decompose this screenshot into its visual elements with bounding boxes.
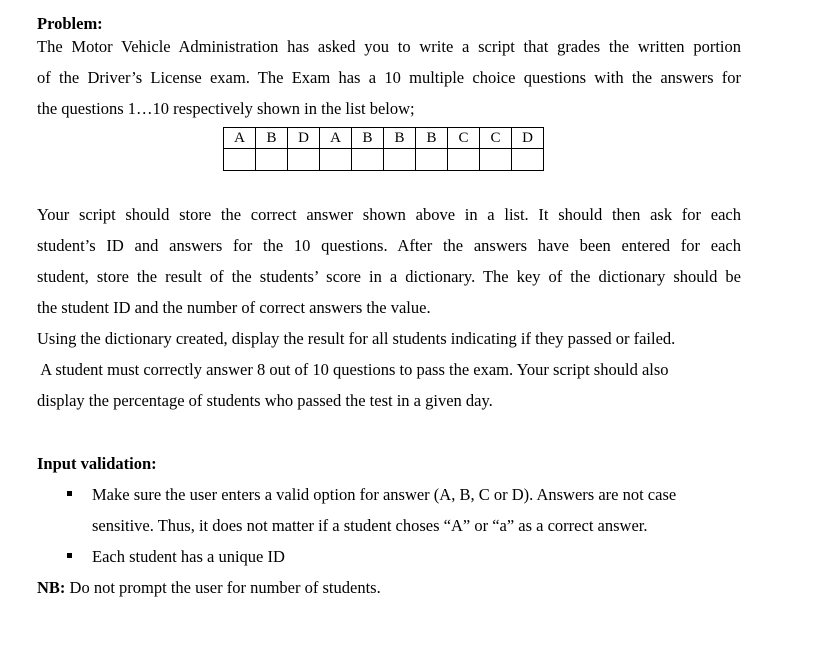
task-line-3: student, store the result of the students’ score in a dictionary. The key of the dictionary should be (37, 267, 741, 286)
problem-heading: Problem: (37, 14, 103, 33)
answer-cell: D (512, 128, 544, 149)
answer-cell: B (256, 128, 288, 149)
empty-cell (480, 149, 512, 171)
problem-line-1: The Motor Vehicle Administration has asked you to write a script that grades the written portion (37, 37, 741, 56)
answer-cell: A (224, 128, 256, 149)
empty-cell (352, 149, 384, 171)
empty-cell (384, 149, 416, 171)
answer-row (224, 128, 544, 149)
note-label: NB: (37, 578, 66, 597)
empty-cell (320, 149, 352, 171)
task-line-1: Your script should store the correct answer shown above in a list. It should then ask for each (37, 205, 741, 224)
note (37, 578, 381, 598)
answer-cell: B (384, 128, 416, 149)
answer-cell: A (320, 128, 352, 149)
validation-heading: Input validation: (37, 454, 157, 473)
problem-line-3: the questions 1…10 respectively shown in the list below; (37, 99, 415, 118)
empty-cell (416, 149, 448, 171)
task-line-5: Using the dictionary created, display the result for all students indicating if they passed or failed. (37, 329, 676, 348)
empty-cell (288, 149, 320, 171)
bullet-icon (67, 553, 72, 558)
empty-cell (512, 149, 544, 171)
answer-cell: C (448, 128, 480, 149)
empty-cell (256, 149, 288, 171)
empty-row (224, 149, 544, 171)
answer-cell: C (480, 128, 512, 149)
task-line-7: display the percentage of students who passed the test in a given day. (37, 391, 493, 410)
task-line-4: the student ID and the number of correct answers the value. (37, 298, 431, 317)
problem-line-2: of the Driver’s License exam. The Exam has a 10 multiple choice questions with the answers for (37, 68, 741, 87)
answer-key-table (223, 127, 544, 171)
answer-cell: B (352, 128, 384, 149)
empty-cell (448, 149, 480, 171)
bullet-icon (67, 491, 72, 496)
answer-cell: D (288, 128, 320, 149)
validation-item-2: Each student has a unique ID (92, 547, 285, 566)
validation-item-1-line-2: sensitive. Thus, it does not matter if a student choses “A” or “a” as a correct answer. (92, 516, 648, 535)
task-line-2: student’s ID and answers for the 10 questions. After the answers have been entered for each (37, 236, 741, 255)
note-text: Do not prompt the user for number of students. (65, 578, 381, 597)
task-line-6: A student must correctly answer 8 out of 10 questions to pass the exam. Your script should also (37, 360, 669, 379)
empty-cell (224, 149, 256, 171)
answer-cell: B (416, 128, 448, 149)
validation-item-1-line-1: Make sure the user enters a valid option for answer (A, B, C or D). Answers are not case (92, 485, 677, 504)
